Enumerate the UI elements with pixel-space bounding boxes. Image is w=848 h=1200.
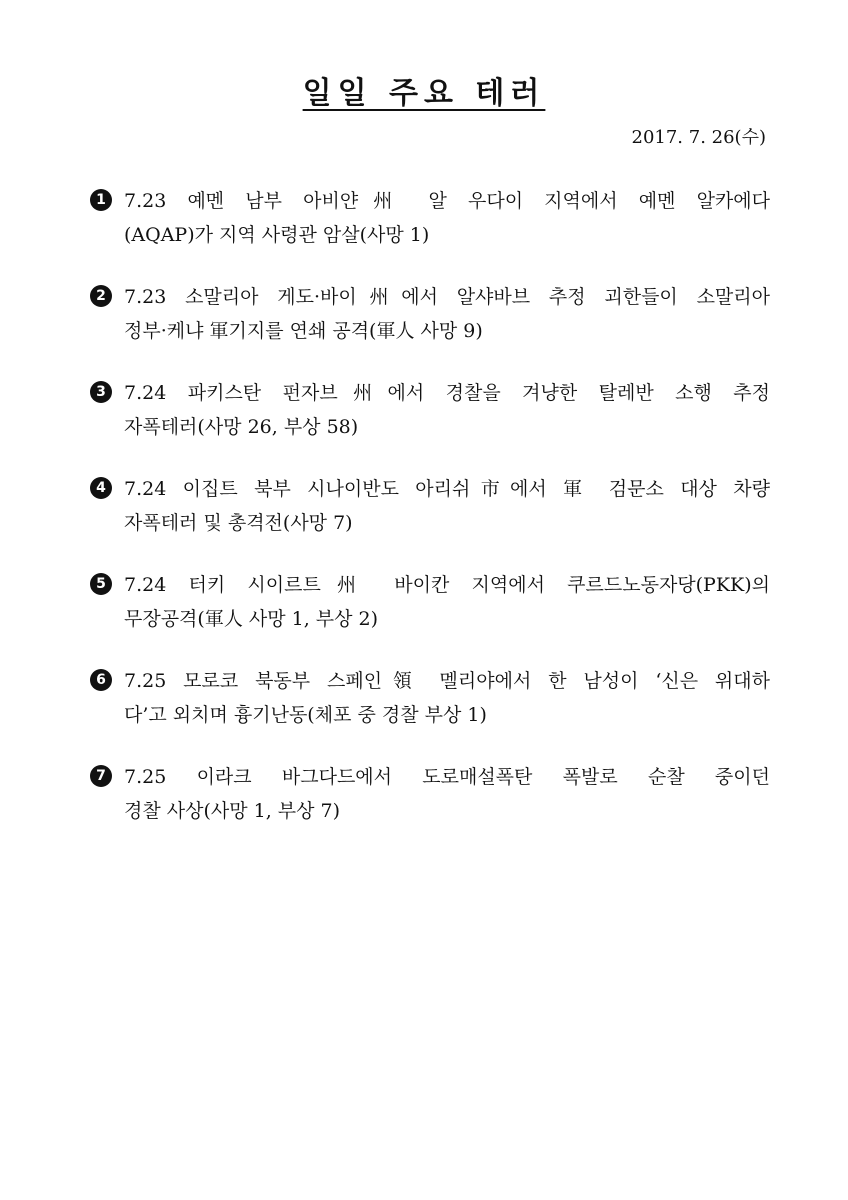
item-text-line-2: 자폭테러 및 총격전(사망 7)	[124, 512, 353, 534]
item-text-line-2: 정부·케냐 軍기지를 연쇄 공격(軍人 사망 9)	[124, 320, 483, 342]
number-marker: 2	[90, 285, 112, 307]
item-text-line-1: 7.23 예멘 남부 아비얀州 알 우다이 지역에서 예멘 알카에다	[124, 190, 770, 212]
document-date: 2017. 7. 26(수)	[631, 127, 766, 148]
item-text-line-1: 7.25 모로코 북동부 스페인領 멜리야에서 한 남성이 ‘신은 위대하	[124, 670, 770, 692]
document-title	[0, 74, 848, 114]
item-text-line-1: 7.24 파키스탄 펀자브州에서 경찰을 겨냥한 탈레반 소행 추정	[124, 382, 770, 404]
number-marker: 1	[90, 189, 112, 211]
list-item	[90, 376, 770, 472]
list-item	[90, 664, 770, 760]
item-text-line-1: 7.23 소말리아 게도·바이州에서 알샤바브 추정 괴한들이 소말리아	[124, 286, 770, 308]
list-item	[90, 280, 770, 376]
item-text-line-2: 다’고 외치며 흉기난동(체포 중 경찰 부상 1)	[124, 704, 487, 726]
number-marker: 5	[90, 573, 112, 595]
item-text-line-2: (AQAP)가 지역 사령관 암살(사망 1)	[124, 224, 430, 246]
number-marker: 7	[90, 765, 112, 787]
list-item	[90, 760, 770, 856]
list-item	[90, 568, 770, 664]
item-text-line-1: 7.25 이라크 바그다드에서 도로매설폭탄 폭발로 순찰 중이던	[124, 766, 770, 788]
number-marker: 4	[90, 477, 112, 499]
document-title-text: 일일 주요 테러	[302, 76, 546, 111]
item-text-line-2: 경찰 사상(사망 1, 부상 7)	[124, 800, 341, 822]
item-text-line-1: 7.24 이집트 북부 시나이반도 아리쉬市에서 軍 검문소 대상 차량	[124, 478, 770, 500]
list-item	[90, 184, 770, 280]
item-text-line-1: 7.24 터키 시이르트州 바이칸 지역에서 쿠르드노동자당(PKK)의	[124, 574, 770, 596]
item-text-line-2: 자폭테러(사망 26, 부상 58)	[124, 416, 359, 438]
number-marker: 6	[90, 669, 112, 691]
list-item	[90, 472, 770, 568]
number-marker: 3	[90, 381, 112, 403]
item-text-line-2: 무장공격(軍人 사망 1, 부상 2)	[124, 608, 379, 630]
terror-incident-list	[90, 184, 770, 856]
